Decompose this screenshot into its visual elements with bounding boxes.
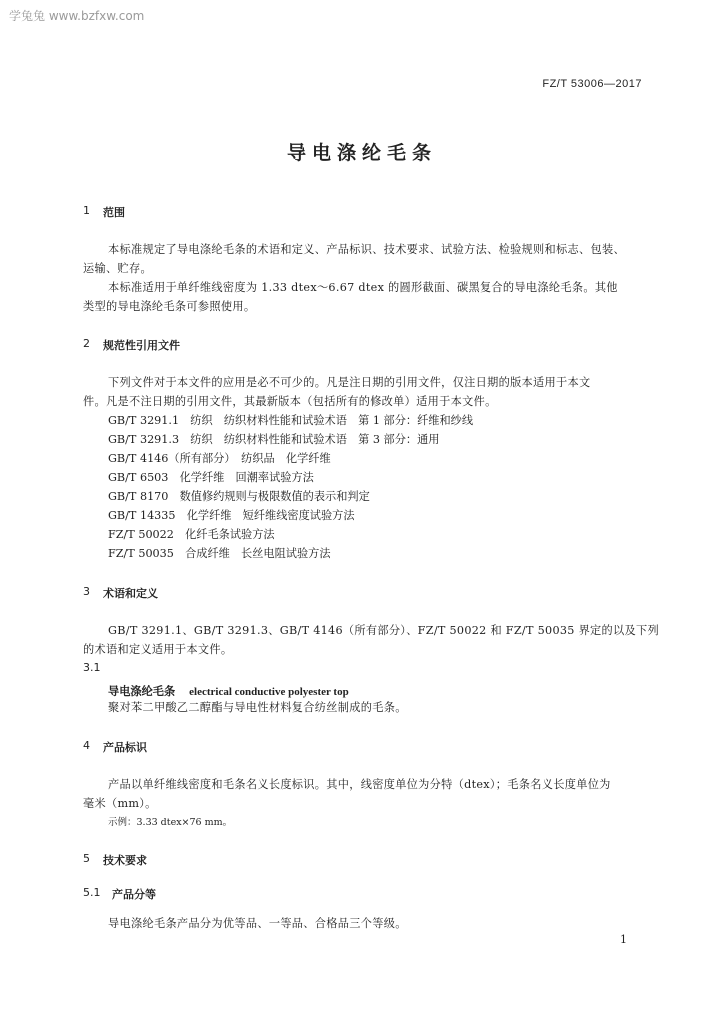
section-5-title: 技术要求 <box>103 854 147 867</box>
subsection-3-1-number: 3.1 <box>83 661 101 674</box>
section-1-paragraph-1-line-1: 本标准规定了导电涤纶毛条的术语和定义、产品标识、技术要求、试验方法、检验规则和标志、包装、 <box>108 243 625 256</box>
section-3-paragraph-line-1: GB/T 3291.1、GB/T 3291.3、GB/T 4146（所有部分）、FZ/T 50022 和 FZ/T 50035 界定的以及下列 <box>108 624 659 637</box>
reference-item: FZ/T 50035 合成纤维 长丝电阻试验方法 <box>108 547 331 560</box>
section-2-title: 规范性引用文件 <box>103 339 180 352</box>
reference-item: GB/T 14335 化学纤维 短纤维线密度试验方法 <box>108 509 355 522</box>
reference-item: GB/T 3291.3 纺织 纺织材料性能和试验术语 第 3 部分：通用 <box>108 433 440 446</box>
page-number: 1 <box>620 933 627 946</box>
section-3-paragraph-line-2: 的术语和定义适用于本文件。 <box>83 643 233 656</box>
subsection-5-1-number: 5.1 <box>83 886 101 899</box>
section-1-paragraph-2-line-1: 本标准适用于单纤维线密度为 1.33 dtex～6.67 dtex 的圆形截面、碳黑复合的导电涤纶毛条。其他 <box>108 281 618 294</box>
section-5-number: 5 <box>83 852 90 865</box>
section-5-1-paragraph: 导电涤纶毛条产品分为优等品、一等品、合格品三个等级。 <box>108 917 407 930</box>
term-chinese: 导电涤纶毛条 <box>108 685 176 698</box>
standard-number: FZ/T 53006—2017 <box>542 78 642 90</box>
reference-item: FZ/T 50022 化纤毛条试验方法 <box>108 528 275 541</box>
section-4-title: 产品标识 <box>103 741 147 754</box>
section-1-paragraph-1-line-2: 运输、贮存。 <box>83 262 152 275</box>
term-definition: 聚对苯二甲酸乙二醇酯与导电性材料复合纺丝制成的毛条。 <box>108 701 407 714</box>
section-2-number: 2 <box>83 337 90 350</box>
watermark-text: 学兔兔 www.bzfxw.com <box>9 9 145 23</box>
document-title: 导电涤纶毛条 <box>286 142 437 164</box>
section-1-title: 范围 <box>103 206 125 219</box>
reference-item: GB/T 3291.1 纺织 纺织材料性能和试验术语 第 1 部分：纤维和纱线 <box>108 414 474 427</box>
section-4-number: 4 <box>83 739 90 752</box>
reference-item: GB/T 4146（所有部分） 纺织品 化学纤维 <box>108 452 331 465</box>
section-1-paragraph-2-line-2: 类型的导电涤纶毛条可参照使用。 <box>83 300 256 313</box>
subsection-5-1-title: 产品分等 <box>112 888 156 901</box>
reference-item: GB/T 6503 化学纤维 回潮率试验方法 <box>108 471 314 484</box>
section-1-number: 1 <box>83 204 90 217</box>
reference-item: GB/T 8170 数值修约规则与极限数值的表示和判定 <box>108 490 370 503</box>
section-4-paragraph-line-1: 产品以单纤维线密度和毛条名义长度标识。其中，线密度单位为分特（dtex）；毛条名义长度单位为 <box>108 778 611 791</box>
section-2-paragraph-line-1: 下列文件对于本文件的应用是必不可少的。凡是注日期的引用文件，仅注日期的版本适用于本文 <box>108 376 591 389</box>
term-entry <box>108 680 349 699</box>
section-4-paragraph-line-2: 毫米（mm）。 <box>83 797 157 810</box>
term-english: electrical conductive polyester top <box>189 686 349 698</box>
section-2-paragraph-line-2: 件。凡是不注日期的引用文件，其最新版本（包括所有的修改单）适用于本文件。 <box>83 395 497 408</box>
example-text: 示例：3.33 dtex×76 mm。 <box>108 817 233 828</box>
section-3-number: 3 <box>83 585 90 598</box>
section-3-title: 术语和定义 <box>103 587 158 600</box>
